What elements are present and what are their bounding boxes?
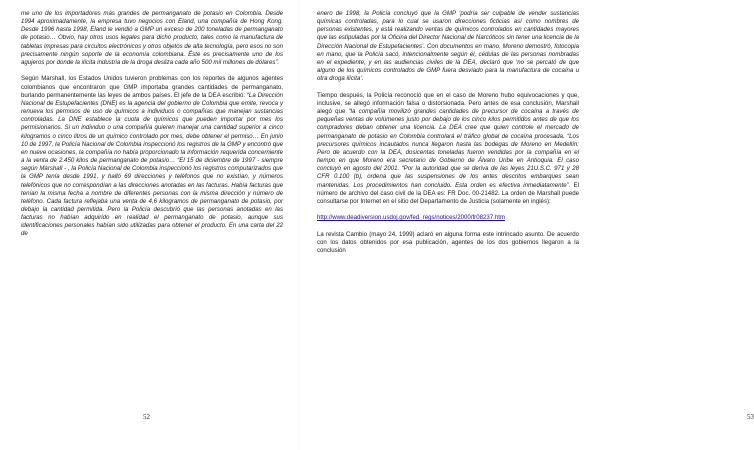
body-text: El número de archivo del caso civil de la DEA es: FR Doc. 00-21482. La orden de Marshall puede consultarse por Internet en el sitio del Departamento de Justicia (solamente en inglés): [317, 181, 579, 205]
right-page-number: 53 [747, 413, 754, 421]
right-page [300, 0, 754, 450]
body-text: Tiempo después, la Policía reconoció que en el caso de Moreno hubo equivocaciones y que, inclusive, se allegó información falsa o distorsionada. Pero antes de esa conclusión, Marshall alegó que [317, 91, 579, 116]
quoted-text: “la compañía movilizó grandes cantidades de precursor de cocaína a través de pequeñas ventas de volúmenes justo por debajo de los cinco kilos permitidos antes de que los compradores deban obtener una licencia. La DEA cree que quien controle el mercado de permanganato de potasio en Colombia controlará el tráfico global de cocaína procesada. “Los precursores químicos incautados nunca llegaron hasta las bodegas de Moreno en Medellín: Pero de acuerdo con la DEA, dosicentas toneladas fueron vendidas por la compañía en el tiempo en que Moreno era secretario de Gobierno de Álvaro Uribe en Antioquia. El caso concluyó en agosto del 2001. “Por la autoridad que se deriva de las leyes 21U.S.C. 971 y 28 CFR 0.100 (b), ordena que las suspensiones de los antes descritos embarques sean mantenidas. Los procedimientos han concluido. Esta orden es efectiva inmediatamente”. [317, 108, 580, 189]
left-page [0, 0, 300, 450]
left-page-number: 52 [143, 413, 150, 421]
body-paragraph [317, 231, 579, 255]
quoted-text: “La Dirección Nacional de Estupefacientes (DNE) es la agencia del gobierno de Colombia que emite, revoca y renueva los permisos de uso de químicos a individuos o compañías que manejan sustancias controladas. La DNE establece la cuota de químicos que pueden importar por mes los permisionarios. Si un individuo o una compañía quieren manejar una cantidad superior a cinco kilogramos o cinco litros de un químico controlado por mes, debe obtener el permiso… En junio 10 de 1997, la Policía Nacional de Colombia inspeccionó los registros de la GMP y encontró que en nueve ocasiones, la compañía no había proporcionado la información requerida concerniente a la venta de 2.450 kilos de permanganato de potasio… “El 15 de diciembre de 1997 - siempre según Marshall - , la Policía Nacional de Colombia inspeccionó los registros computarizados que la GMP tenía desde 1991, y halló 69 direcciones y teléfonos que no existían, y números telefónicos que no correspondían a las direcciones anotadas en las facturas. Había facturas que tenían la misma fecha a nombre de diferentes personas con la misma dirección y número de teléfono. Cada factura reflejaba una venta de 4,6 kilogramos de permanganato de potasio, por debajo la cantidad permitida. Pero la Policía descubrió que las personas anotadas en las facturas no habían adquirido en realidad el permanganato de potasio, aunque sus identificaciones personales habían sido utilizadas para obtener el producto. En una carta del 22 de [21, 91, 283, 238]
body-paragraph [317, 214, 579, 222]
body-text: La revista Cambio (mayo 24, 1999) aclaró en alguna forma este intrincado asunto. De acuerdo con los datos obtenidos por esa publicación, agentes de los dos gobiernos llegaron a la conclusión [317, 230, 579, 255]
body-text: Según Marshall, los Estados Unidos tuvieron problemas con los reportes de algunos agentes colombianos que encontraron que GMP importaba grandes cantidades de permanganato, burlando permanentemente las leyes de ambos países. El jefe de la DEA escribió: [21, 75, 283, 99]
reference-link[interactable]: http://www.deadiversion.usdoj.gov/fed_regs/notices/2000/fr08237.htm [317, 214, 506, 222]
body-paragraph [21, 10, 283, 67]
left-page-text-column [21, 10, 283, 247]
body-paragraph [317, 10, 579, 83]
quoted-text: enero de 1998, la Policía concluyó que la GMP ‘podría ser culpable de vender sustancias químicas controladas, para lo cual se usaron direcciones ficticias así como nombres de personas existentes, y está realizando ventas de químicos controlados en cantidades mayores que las estipuladas por la Oficina del Director Nacional de Narcóticos sin tener una licencia de la Dirección Nacional de Estupefacientes’. Con documentos en mano, Moreno demostró, fotocopia en mano, que la Policía sacó, intencionalmente según él, cédulas de las personas nombradas en el expediente, y en las audiencias civiles de la DEA, declaró que ‘no se percató de que alguno de los químicos controlados de GMP fuera desviado para la manufactura de cocaína u otra droga ilícita’. [317, 10, 579, 83]
body-paragraph [317, 92, 579, 206]
quoted-text: me uno de los importadores más grandes de permanganato de potasio en Colombia. Desde 1994 aproximadamente, la empresa tuvo negocios con Eland, una compañía de Hong Kong. Desde 1996 hasta 1998, Eland le vendió a GMP un exceso de 200 toneladas de permanganato de potasio… Obvio, hay otros usos legales para dicho producto, tales como la manufactura de tabletas impresas para circuitos electrónicos y otros objetos de alta tecnología, pero esos no son precisamente ningún soporte de la economía colombiana. Éste es precisamente uno de los agujeros por donde la ilícita industria de la droga desliza cada año 500 mil millones de dólares”. [21, 10, 283, 66]
right-page-text-column [317, 10, 579, 264]
body-paragraph [21, 75, 283, 238]
